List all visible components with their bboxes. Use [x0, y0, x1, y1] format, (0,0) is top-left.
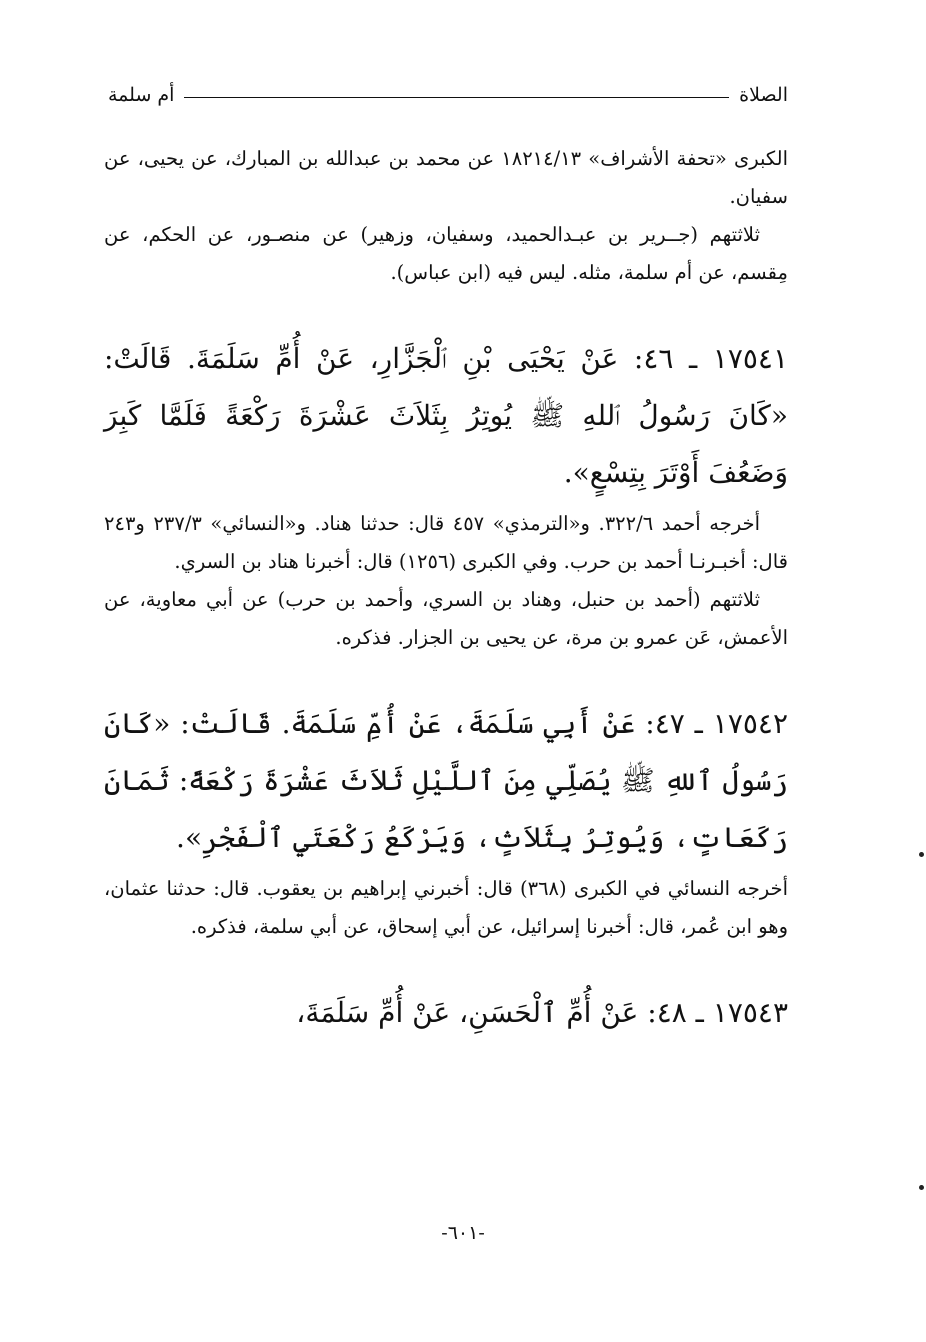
- chapter-title: الصلاة: [739, 84, 788, 106]
- page-number: -٦٠١-: [441, 1222, 485, 1244]
- hadith-text: ١٧٥٤٣ ـ ٤٨: عَنْ أُمِّ ٱلْحَسَنِ، عَنْ أُمِّ سَلَمَةَ،: [296, 996, 788, 1029]
- note-paragraph: ثلاثتهم (جــرير بن عبـدالحميد، وسفيان، وزهير) عن منصـور، عن الحكم، عن مِقسم، عن أم سلمة، مثله. ليس فيه (ابن عباس).: [104, 223, 788, 284]
- note-paragraph: أخرجه أحمد ٣٢٢/٦. و«الترمذي» ٤٥٧ قال: حدثنا هناد. و«النسائي» ٢٣٧/٣ و٢٤٣ قال: أخبـرنـا أحمد بن حرب. وفي الكبرى (١٢٥٦) قال: أخبرنا هناد بن السري.: [104, 512, 788, 573]
- note-paragraph: ثلاثتهم (أحمد بن حنبل، وهناد بن السري، وأحمد بن حرب) عن أبي معاوية، عن الأعمش، عَن عمرو بن مرة، عن يحيى بن الجزار. فذكره.: [104, 588, 788, 649]
- note-paragraph: أخرجه النسائي في الكبرى (٣٦٨) قال: أخبرني إبراهيم بن يعقوب. قال: حدثنا عثمان، وهو ابن عُمر، قال: أخبرنا إسرائيل، عن أبي إسحاق، عن أبي سلمة، فذكره.: [104, 877, 788, 938]
- margin-mark: [919, 852, 924, 857]
- header-rule: [184, 97, 729, 98]
- note-paragraph: الكبرى «تحفة الأشراف» ١٨٢١٤/١٣ عن محمد بن عبدالله بن المبارك، عن يحيى، عن سفيان.: [104, 147, 788, 208]
- hadith-text: ١٧٥٤٢ ـ ٤٧: عَنْ أَبِي سَلَمَةَ، عَنْ أُمِّ سَلَمَةَ. قَالَتْ: «كَانَ رَسُولُ ٱللهِ ﷺ يُصَلِّي مِنَ ٱللَّيْلِ ثَلاَثَ عَشْرَةَ رَكْعَةً: ثَمَانَ رَكَعَاتٍ، وَيُوتِرُ بِثَلاَثٍ، وَيَرْكَعُ رَكْعَتَيِ ٱلْفَجْرِ».: [104, 707, 788, 854]
- running-header: [108, 78, 788, 112]
- subject-title: أم سلمة: [108, 84, 175, 106]
- page-body: [104, 140, 788, 1041]
- hadith-text: ١٧٥٤١ ـ ٤٦: عَنْ يَحْيَى بْنِ ٱلْجَزَّارِ، عَنْ أُمِّ سَلَمَةَ. قَالَتْ: «كَانَ رَسُولُ ٱللهِ ﷺ يُوتِرُ بِثَلاَثَ عَشْرَةَ رَكْعَةً فَلَمَّا كَبِرَ وَضَعُفَ أَوْتَرَ بِتِسْعٍ».: [104, 342, 788, 489]
- margin-mark: [919, 1185, 924, 1190]
